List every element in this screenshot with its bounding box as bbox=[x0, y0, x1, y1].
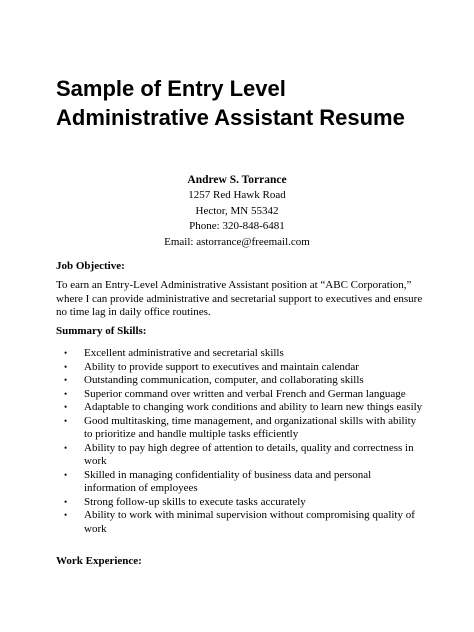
skill-text: Good multitasking, time management, and organizational skills with ability to prioritize and handle multiple tasks efficiently bbox=[84, 414, 417, 440]
skill-text: Adaptable to changing work conditions and ability to learn new things easily bbox=[84, 401, 423, 413]
bullet-icon: • bbox=[64, 348, 68, 358]
skills-list bbox=[56, 347, 424, 536]
bullet-icon: • bbox=[64, 361, 68, 372]
skill-item bbox=[56, 496, 424, 510]
skill-item bbox=[56, 401, 424, 415]
experience-heading: Work Experience: bbox=[56, 555, 142, 567]
bullet-icon: • bbox=[64, 388, 68, 399]
bullet-icon: • bbox=[64, 415, 68, 426]
contact-block bbox=[56, 173, 418, 250]
document-title bbox=[56, 74, 456, 132]
title-line-1: Sample of Entry Level bbox=[56, 76, 286, 101]
skill-item bbox=[56, 388, 424, 402]
skill-item bbox=[56, 374, 424, 388]
contact-name: Andrew S. Torrance bbox=[187, 174, 287, 186]
skill-text: Ability to pay high degree of attention to details, quality and correctness in work bbox=[84, 441, 414, 467]
objective-heading: Job Objective: bbox=[56, 260, 125, 272]
bullet-icon: • bbox=[64, 402, 68, 412]
skill-text: Ability to provide support to executives and maintain calendar bbox=[84, 360, 359, 373]
skill-item bbox=[56, 415, 424, 442]
title-line-2: Administrative Assistant Resume bbox=[56, 105, 405, 130]
skill-item bbox=[56, 469, 424, 496]
bullet-icon: • bbox=[64, 442, 68, 453]
contact-street: 1257 Red Hawk Road bbox=[188, 189, 286, 202]
contact-email: Email: astorrance@freemail.com bbox=[164, 235, 310, 248]
bullet-icon: • bbox=[64, 469, 68, 480]
skill-item bbox=[56, 361, 424, 375]
skill-text: Strong follow-up skills to execute tasks accurately bbox=[84, 495, 306, 508]
objective-text: To earn an Entry-Level Administrative Assistant position at “ABC Corporation,” where I can provide administrative and secretarial support to executives and ensure no time lag in daily office routines. bbox=[56, 279, 423, 318]
skill-text: Outstanding communication, computer, and collaborating skills bbox=[84, 374, 364, 386]
contact-city: Hector, MN 55342 bbox=[195, 204, 279, 217]
skill-text: Superior command over written and verbal French and German language bbox=[84, 387, 406, 400]
bullet-icon: • bbox=[64, 496, 68, 507]
skill-text: Ability to work with minimal supervision without compromising quality of work bbox=[84, 509, 415, 535]
skill-text: Excellent administrative and secretarial skills bbox=[84, 347, 284, 359]
skill-item bbox=[56, 347, 424, 361]
bullet-icon: • bbox=[64, 375, 68, 385]
skill-item bbox=[56, 509, 424, 536]
skills-heading: Summary of Skills: bbox=[56, 325, 147, 337]
bullet-icon: • bbox=[64, 510, 68, 520]
skill-text: Skilled in managing confidentiality of business data and personal information of employees bbox=[84, 468, 372, 494]
contact-phone: Phone: 320-848-6481 bbox=[189, 220, 285, 233]
skill-item bbox=[56, 442, 424, 469]
